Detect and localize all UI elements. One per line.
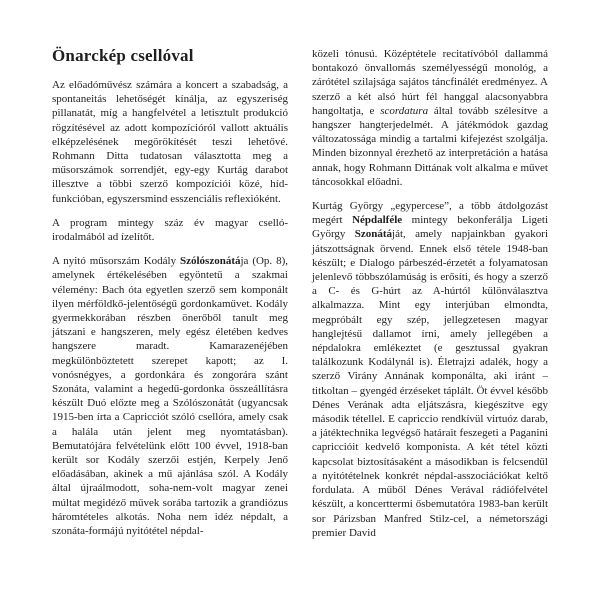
text-segment: scordatura [380,104,429,117]
right-column [312,47,548,540]
page-title: Önarckép csellóval [52,46,194,65]
text-segment: ját, amely napjainkban gyakori játszottságnak örvend. Ennek első tétele 1948-ban készült; e Dialogo párbeszéd-érzetét a folyamatosan jelenlevő többszólamúság is erősíti, és hogy a szerző a C- és G-húrt az A-húrtól különválasztva alkalmazza. Mint egy interjúban elmondta, megpróbált egy szép, jellegzetesen magyar hanglejtésű dallamot írni, amely jellegében a népdalokra emlékeztet (e gesztussal gyakran találkozunk Kodálynál is). Életrajzi adalék, hogy a szerző Virány Annának komponálta, aki iránt – titkoltan – gyengéd érzéseket táplált. Öt évvel később Dénes Verának adta eljátszásra, kiegészítve egy második tétellel. E capriccio rendkívül virtuóz darab, a játéktechnika legvégső határait feszegeti a Paganini capriccióit kedvelő komponista. A két tétel közti kapcsolat biztosításaként a másodikban is felcsendül a nyitótételnek konkrét népdal-asszociációkat keltő fordulata. A műből Dénes Verával rádiófelvétel készült, a koncerttermi ősbemutatóra 1983-ban került sor Párizsban Manfred Stilz-cel, a németországi premier David [312,228,548,539]
text-segment: Szólószonátá [180,255,241,268]
text-segment: A nyitó műsorszám Kodály [52,255,180,268]
text-segment: mintegy bekonferálja Ligeti György [312,214,548,241]
paragraph [52,78,288,206]
text-segment: közeli tónusú. Középtétele recitatívóból dallammá bontakozó önvallomás személyességű monológ, a zárótétel szilajsága sajátos táncfinálét eredményez. A szerző a két alsó húrt fél hanggal alacsonyabbra hangoltatja, e [312,48,548,117]
text-segment: Az előadóművész számára a koncert a szabadság, a spontaneitás lehetőségét kínálja, az egyszeriség pillanatát, míg a hangfelvétel a letisztult produkció rögzítésével az adott kompozícióról vallott aktuális elképzelésének megörökítését teszi lehetővé. Rohmann Ditta tudatosan választotta meg a műsorszámok sorrendjét, egy-egy Kurtág darabot illesztve a többi szerző kompozíciói közé, híd-funkcióban, egyszersmind esszenciális reflexióként. [52,79,288,205]
text-segment: Népdalféle [352,214,403,227]
left-column [52,47,288,538]
text-segment: A program mintegy száz év magyar cselló-irodalmából ad ízelítőt. [52,216,288,244]
text-segment: Kurtág György „egypercese”, a több átdolgozást megért [312,200,548,227]
paragraph [312,47,548,189]
text-segment: Szonátá [354,228,393,241]
text-segment: által tovább szélesítve a hangszer hangterjedelmét. A játékmódok gazdag változatossága mindig a tartalmi kifejezést szolgálja. Minden bizonnyal érezhető az interpretáción a hatása annak, hogy Rohmann Dittának volt alkalma e művet táncosokkal előadni. [312,104,548,188]
paragraph [312,199,548,540]
paragraph [52,216,288,244]
text-segment: ja (Op. 8), amelynek értékelésében egyöntetű a szakmai vélemény: Bach óta egyetlen szerző sem komponált ilyen mérföldkő-jelentőségű gordonkaművet. Kodály gyermekkorában részben önerőből tanult meg játszani e hangszeren, mely egész életében kedves hangszere maradt. Kamarazenéjében megkülönböztetett szerepet kapott; az I. vonósnégyes, a gordonkára és zongorára szánt Szonáta, valamint a hegedű-gordonka összeállításra készült Duó előzte meg a Szólószonátát (ugyancsak 1915-ben írta a Capricciót szóló csellóra, amely csak a halála után jelent meg nyomtatásban). Bemutatójára felvételünk előtt 100 évvel, 1918-ban került sor Kodály szerzői estjén, Kerpely Jenő előadásában, akinek a mű ajánlása szól. A Kodály által újraálmodott, soha-nem-volt magyar zenei múltat megidéző művek sorába tartozik a grandiózus háromtételes alkotás. Noha nem idéz népdalt, a szonáta-formájú nyitótétel népdal- [52,255,288,538]
paragraph [52,254,288,538]
